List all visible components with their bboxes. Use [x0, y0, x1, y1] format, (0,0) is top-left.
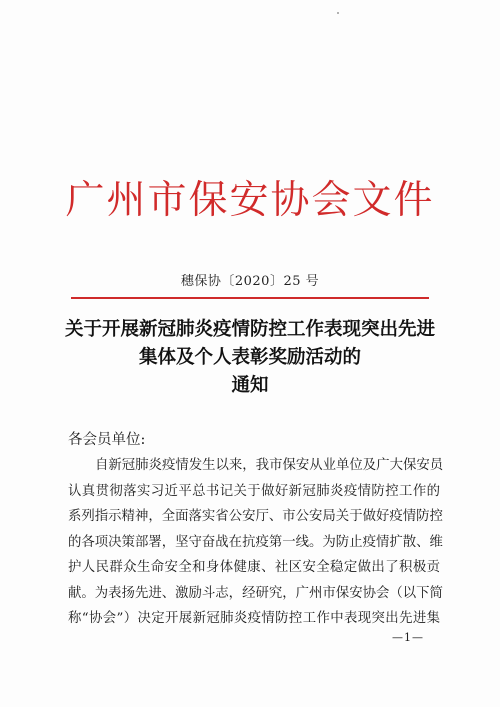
body-line: 认真贯彻落实习近平总书记关于做好新冠肺炎疫情防控工作的 — [68, 483, 440, 499]
body-paragraph — [68, 453, 444, 632]
page-number: —1— — [392, 631, 424, 644]
notice-title-line-1: 关于开展新冠肺炎疫情防控工作表现突出先进 — [64, 319, 435, 340]
notice-title-line-3: 通知 — [231, 375, 269, 396]
scan-speck — [337, 12, 339, 14]
body-line: 称“协会”）决定开展新冠肺炎疫情防控工作中表现突出先进集 — [68, 611, 440, 626]
salutation: 各会员单位: — [68, 432, 146, 448]
notice-title — [0, 316, 500, 400]
body-line: 献。为表扬先进、激励斗志，经研究，广州市保安协会（以下简 — [68, 585, 443, 601]
body-line: 自新冠肺炎疫情发生以来，我市保安从业单位及广大保安员 — [95, 458, 444, 473]
body-line: 护人民群众生命安全和身体健康、社区安全稳定做出了积极贡 — [68, 560, 440, 575]
red-divider-rule — [71, 297, 429, 299]
body-line: 系列指示精神，全面落实省公安厅、市公安局关于做好疫情防控 — [68, 509, 443, 524]
notice-title-line-2: 集体及个人表彰奖励活动的 — [138, 347, 361, 368]
org-file-header: 广州市保安协会文件 — [65, 178, 435, 223]
document-number: 穗保协〔2020〕25 号 — [180, 274, 320, 289]
body-line: 的各项决策部署，坚守奋战在抗疫第一线。为防止疫情扩散、维 — [68, 534, 443, 550]
